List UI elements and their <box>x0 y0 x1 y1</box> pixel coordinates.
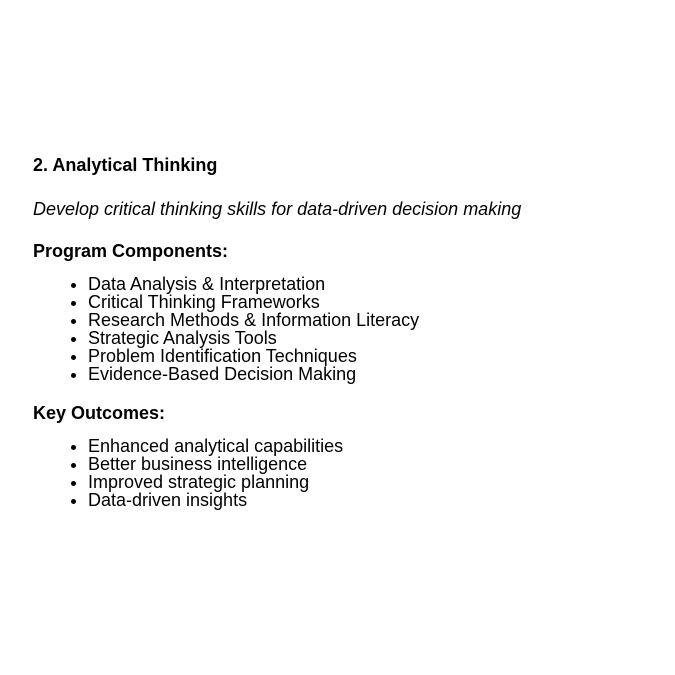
outcomes-heading: Key Outcomes: <box>33 403 166 423</box>
list-item: • Data-driven insights <box>88 491 653 509</box>
outcomes-list <box>33 437 653 509</box>
components-list <box>33 275 653 383</box>
list-item: • Data Analysis & Interpretation <box>88 275 653 293</box>
components-heading: Program Components: <box>33 241 229 261</box>
list-item: • Improved strategic planning <box>88 473 653 491</box>
list-item: • Critical Thinking Frameworks <box>88 293 653 311</box>
list-item: • Evidence-Based Decision Making <box>88 365 653 383</box>
list-item: • Research Methods & Information Literacy <box>88 311 653 329</box>
section-description: Develop critical thinking skills for data-driven decision making <box>33 199 522 219</box>
list-item: • Enhanced analytical capabilities <box>88 437 653 455</box>
list-item: • Problem Identification Techniques <box>88 347 653 365</box>
document-content <box>33 153 653 509</box>
list-item: • Strategic Analysis Tools <box>88 329 653 347</box>
list-item: • Better business intelligence <box>88 455 653 473</box>
section-title: 2. Analytical Thinking <box>33 155 218 175</box>
